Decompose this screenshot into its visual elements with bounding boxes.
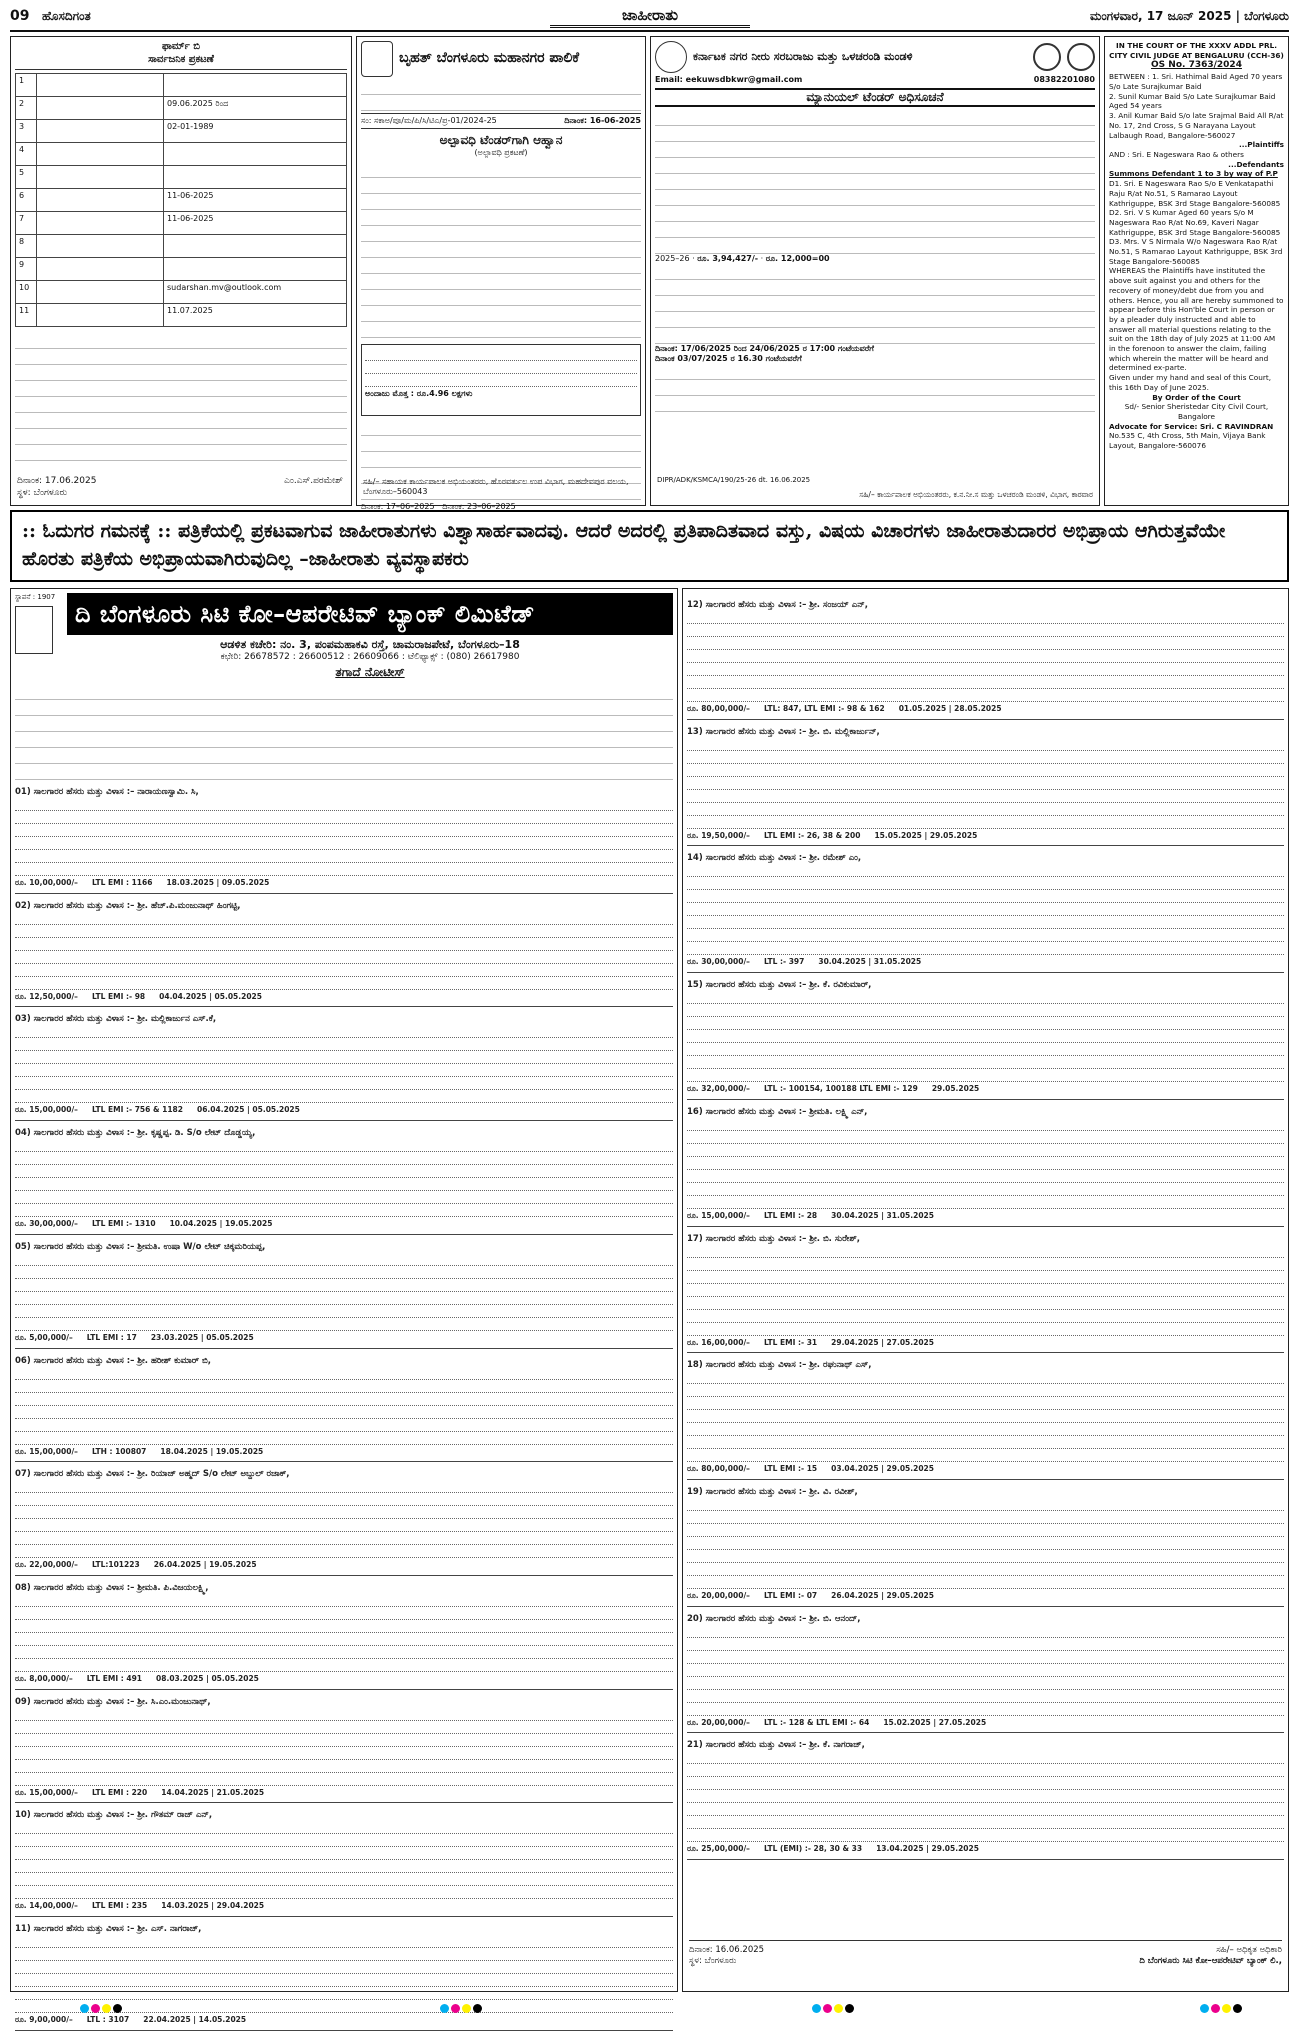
loan-entry: [15, 1803, 673, 1917]
loan-account: LTL EMI : 235: [91, 1901, 148, 1911]
ad2-subheading: (ಅಲ್ಪಾವಧಿ ಪ್ರಕಟಣೆ): [474, 148, 528, 157]
loan-amount: ರೂ. 15,00,000/–: [15, 1446, 78, 1456]
ad1-table: 1 2 09.06.2025 ರಿಂದ 3 02-01-1989 4 5 6 11-06-2025 7 11-06-2025 8 9 10 sudarshan.mv@outlook.com 11 11.07.2025: [15, 73, 347, 327]
registration-marks-right: [1200, 2004, 1242, 2013]
ad2-deadline-2: ದಿನಾಂಕ: 23–06–2025: [442, 502, 516, 511]
loan-account: LTL EMI :- 1310: [91, 1219, 156, 1229]
ad1-subtitle: ಸಾರ್ವಜನಿಕ ಪ್ರಕಟಣೆ: [148, 53, 214, 65]
ad2-title: ಬೃಹತ್ ಬೆಂಗಳೂರು ಮಹಾನಗರ ಪಾಲಿಕೆ: [399, 50, 580, 67]
magenta-dot-icon: [451, 2004, 460, 2013]
loan-entry: [15, 1349, 673, 1463]
registration-marks-center-right: [812, 2004, 854, 2013]
loan-amount: ರೂ. 14,00,000/–: [15, 1901, 78, 1911]
nabcb-logo-icon: [1033, 43, 1061, 71]
notice-dates: 13.04.2025 | 29.05.2025: [876, 1844, 979, 1854]
ad2-deadline-1: ದಿನಾಂಕ: 17–06–2025: [361, 502, 435, 511]
loan-amount: ರೂ. 10,00,000/–: [15, 878, 78, 888]
loan-amount: ರೂ. 15,00,000/–: [15, 1787, 78, 1797]
loan-entry-heading: 09) ಸಾಲಗಾರರ ಹೆಸರು ಮತ್ತು ವಿಳಾಸ :– ಶ್ರೀ. ಸಿ.ಎಂ.ಮಂಜುನಾಥ್,: [15, 1696, 211, 1707]
loan-entry: [687, 1607, 1284, 1734]
ad3-email: Email: eekuwsdbkwr@gmail.com: [655, 75, 803, 84]
loan-entry: [687, 1100, 1284, 1227]
loan-entry: [15, 1007, 673, 1121]
loan-amount: ರೂ. 8,00,000/–: [15, 1673, 73, 1683]
ad1-date: ದಿನಾಂಕ: 17.06.2025: [17, 475, 97, 486]
loan-entry-heading: 02) ಸಾಲಗಾರರ ಹೆಸರು ಮತ್ತು ವಿಳಾಸ :– ಶ್ರೀ. ಹೆಚ್.ಪಿ.ಮಂಜುನಾಥ್ ಹಿಂಗಟ್ಟಿ,: [15, 900, 241, 911]
loan-entry: [687, 846, 1284, 973]
ad1-field-4: 11-06-2025: [164, 212, 347, 235]
loan-amount: ರೂ. 16,00,000/–: [687, 1337, 750, 1347]
ad1-title: ಫಾರ್ಮ್ ಬಿ: [161, 41, 201, 52]
loan-account: LTL :- 100154, 100188 LTL EMI :- 129: [763, 1084, 918, 1094]
loan-entry-heading: 18) ಸಾಲಗಾರರ ಹೆಸರು ಮತ್ತು ವಿಳಾಸ :– ಶ್ರೀ. ರಘುನಾಥ್ ಎಸ್,: [687, 1360, 872, 1371]
ad1-signatory: ಎಂ.ಎಸ್.ಪರಮೇಶ್: [284, 475, 343, 486]
loan-amount: ರೂ. 15,00,000/–: [15, 1105, 78, 1115]
loan-amount: ರೂ. 30,00,000/–: [687, 957, 750, 967]
loan-entry-heading: 01) ಸಾಲಗಾರರ ಹೆಸರು ಮತ್ತು ವಿಳಾಸ :– ನಾರಾಯಣಸ್ವಾಮಿ. ಸಿ,: [15, 787, 199, 797]
cyan-dot-icon: [1200, 2004, 1209, 2013]
notice-dates: 18.04.2025 | 19.05.2025: [160, 1446, 264, 1456]
notice-dates: 08.03.2025 | 05.05.2025: [156, 1673, 259, 1683]
loan-account: LTH : 100807: [91, 1446, 147, 1456]
bank-heading: ತಗಾದೆ ನೋಟೀಸ್: [335, 665, 405, 679]
notice-dates: 10.04.2025 | 19.05.2025: [169, 1219, 273, 1229]
notice-dates: 30.04.2025 | 31.05.2025: [831, 1210, 934, 1220]
notice-dates: 23.03.2025 | 05.05.2025: [150, 1332, 254, 1342]
ad4-p2: 2. Sunil Kumar Baid S/o Late Surajkumar Baid Aged 54 years: [1109, 91, 1276, 111]
bank-signatory-org: ದಿ ಬೆಂಗಳೂರು ಸಿಟಿ ಕೋ–ಆಪರೇಟಿವ್ ಬ್ಯಾಂಕ್ ಲಿ.,: [1139, 1955, 1282, 1966]
bank-title: ದಿ ಬೆಂಗಳೂರು ಸಿಟಿ ಕೋ–ಆಪರೇಟಿವ್ ಬ್ಯಾಂಕ್ ಲಿಮಿಟೆಡ್: [67, 593, 673, 635]
loan-amount: ರೂ. 30,00,000/–: [15, 1219, 78, 1229]
ad-bank-demand-notice: [10, 588, 678, 2025]
ad4-d1: D1. Sri. E Nageswara Rao S/o E Venkatapathi Raju R/at No.51, S Ramarao Layout Kathriguppe, BSK 3rd Stage Bangalore-560085: [1109, 179, 1281, 208]
notice-dates: 15.05.2025 | 29.05.2025: [874, 830, 978, 840]
loan-account: LTL EMI :- 07: [763, 1590, 818, 1600]
loan-amount: ರೂ. 25,00,000/–: [687, 1844, 750, 1854]
loan-account: LTL EMI : 1166: [91, 878, 153, 888]
loan-entry: [15, 1462, 673, 1576]
ad-court-summons: [1104, 36, 1289, 506]
notice-dates: 14.04.2025 | 21.05.2025: [161, 1787, 265, 1797]
loan-entry: [15, 894, 673, 1008]
loan-account: LTL EMI :- 28: [763, 1210, 818, 1220]
ad4-body: WHEREAS the Plaintiffs have instituted the above suit against you and others for the recovery of money/debt due from you and others. Hence, you all are hereby summoned to appear before this Hon'ble Court in person or by a pleader duly instructed and able to answer all material questions relating to the suit on the 18th day of July 2025 at 11:00 AM in the forenoon to answer the claim, failing which wherein the matter will be heard and determined ex-parte.: [1109, 266, 1284, 373]
ad3-phone: 08382201080: [1033, 75, 1095, 84]
loan-entry-heading: 06) ಸಾಲಗಾರರ ಹೆಸರು ಮತ್ತು ವಿಳಾಸ :– ಶ್ರೀ. ಹರೀಶ್ ಕುಮಾರ್ ಬಿ,: [15, 1355, 211, 1366]
bbmp-emblem-icon: [361, 41, 393, 77]
bank-date: ದಿನಾಂಕ: 16.06.2025: [689, 1945, 765, 1955]
readers-notice-banner: :: ಓದುಗರ ಗಮನಕ್ಕೆ :: ಪತ್ರಿಕೆಯಲ್ಲಿ ಪ್ರಕಟವಾಗುವ ಜಾಹೀರಾತುಗಳು ವಿಶ್ವಾಸಾರ್ಹವಾದವು. ಆದರೆ ಅದರಲ್ಲಿ ಪ್ರತಿಪಾದಿತವಾದ ವಸ್ತು, ವಿಷಯ ವಿಚಾರಗಳು ಜಾಹೀರಾತುದಾರರ ಅಭಿಪ್ರಾಯ ಆಗಿರುತ್ತವೆಯೇ ಹೊರತು ಪತ್ರಿಕೆಯ ಅಭಿಪ್ರಾಯವಾಗಿರುವುದಿಲ್ಲ –ಜಾಹೀರಾತು ವ್ಯವಸ್ಥಾಪಕರು: [10, 510, 1289, 582]
notice-dates: 29.04.2025 | 27.05.2025: [831, 1337, 934, 1347]
bank-logo-icon: [15, 606, 53, 654]
magenta-dot-icon: [823, 2004, 832, 2013]
page-header: [10, 6, 1289, 32]
loan-entry: [687, 1227, 1284, 1354]
ad2-heading: ಅಲ್ಪಾವಧಿ ಟೆಂಡರ್‌ಗಾಗಿ ಆಹ್ವಾನ: [439, 133, 563, 147]
notice-dates: 01.05.2025 | 28.05.2025: [898, 704, 1002, 714]
bank-right-items: [687, 593, 1284, 1860]
ad4-d2: D2. Sri. V S Kumar Aged 60 years S/o M Nageswara Rao R/at No.69, Kaveri Nagar Kathriguppe, BSK 3rd Stage Bangalore-560085: [1109, 208, 1281, 237]
loan-entry: [687, 1353, 1284, 1480]
cyan-dot-icon: [812, 2004, 821, 2013]
ad4-advocate: Advocate for Service: Sri. C RAVINDRAN: [1109, 421, 1274, 431]
ad4-court: IN THE COURT OF THE XXXV ADDL PRL. CITY CIVIL JUDGE AT BENGALURU (CCH-36): [1109, 41, 1284, 60]
dateline: ಮಂಗಳವಾರ, 17 ಜೂನ್ 2025 | ಬೆಂಗಳೂರು: [1089, 9, 1289, 23]
notice-dates: 03.04.2025 | 29.05.2025: [831, 1464, 934, 1474]
notice-dates: 29.05.2025: [931, 1084, 980, 1094]
loan-account: LTL EMI : 220: [91, 1787, 148, 1797]
yellow-dot-icon: [102, 2004, 111, 2013]
loan-entry-heading: 17) ಸಾಲಗಾರರ ಹೆಸರು ಮತ್ತು ವಿಳಾಸ :– ಶ್ರೀ. ಬಿ. ಸುರೇಶ್,: [687, 1233, 861, 1244]
ad4-summons: Summons Defendant 1 to 3 by way of P.P: [1109, 169, 1278, 179]
notice-dates: 15.02.2025 | 27.05.2025: [883, 1717, 987, 1727]
ad4-and: AND : Sri. E Nageswara Rao & others: [1109, 150, 1244, 159]
loan-account: LTL : 3107: [86, 2015, 130, 2025]
black-dot-icon: [113, 2004, 122, 2013]
loan-entry-heading: 13) ಸಾಲಗಾರರ ಹೆಸರು ಮತ್ತು ವಿಳಾಸ :– ಶ್ರೀ. ಬಿ. ಮಲ್ಲಿಕಾರ್ಜುನ್,: [687, 726, 880, 737]
ad3-fee: ರೂ. 12,000=00: [765, 254, 830, 263]
bank-signatory: ಸಹಿ/– ಅಧಿಕೃತ ಅಧಿಕಾರಿ: [1216, 1945, 1282, 1955]
iso-logo-icon: [1067, 43, 1095, 71]
ad4-case-no: OS No. 7363/2024: [1151, 60, 1242, 71]
loan-entry-heading: 08) ಸಾಲಗಾರರ ಹೆಸರು ಮತ್ತು ವಿಳಾಸ :– ಶ್ರೀಮತಿ. ಪಿ.ವಿಜಯಲಕ್ಷ್ಮಿ,: [15, 1582, 209, 1593]
loan-entry-heading: 20) ಸಾಲಗಾರರ ಹೆಸರು ಮತ್ತು ವಿಳಾಸ :– ಶ್ರೀ. ಬಿ. ಆನಂದ್,: [687, 1613, 861, 1624]
loan-entry: [687, 720, 1284, 847]
ad3-emd: ರೂ. 3,94,427/-: [697, 254, 759, 263]
loan-account: LTL EMI :- 756 & 1182: [91, 1105, 183, 1115]
loan-entry-heading: 03) ಸಾಲಗಾರರ ಹೆಸರು ಮತ್ತು ವಿಳಾಸ :– ಶ್ರೀ. ಮಲ್ಲಿಕಾರ್ಜುನ ಎಸ್.ಕೆ,: [15, 1014, 217, 1025]
loan-amount: ರೂ. 20,00,000/–: [687, 1717, 750, 1727]
ad2-work-table: [361, 344, 641, 416]
loan-entry: [15, 1235, 673, 1349]
loan-account: LTL EMI :- 15: [763, 1464, 818, 1474]
ad-bank-demand-notice-continued: [682, 588, 1289, 1992]
loan-entry-heading: 11) ಸಾಲಗಾರರ ಹೆಸರು ಮತ್ತು ವಿಳಾಸ :– ಶ್ರೀ. ಎಸ್. ನಾಗರಾಜ್,: [15, 1924, 202, 1935]
loan-entry: [687, 973, 1284, 1100]
ad3-year: 2025–26: [655, 254, 690, 263]
black-dot-icon: [845, 2004, 854, 2013]
loan-account: LTL:101223: [91, 1560, 140, 1570]
yellow-dot-icon: [462, 2004, 471, 2013]
yellow-dot-icon: [834, 2004, 843, 2013]
notice-dates: 26.04.2025 | 29.05.2025: [831, 1590, 934, 1600]
loan-entry-heading: 14) ಸಾಲಗಾರರ ಹೆಸರು ಮತ್ತು ವಿಳಾಸ :– ಶ್ರೀ. ರಮೇಶ್ ಎಂ,: [687, 853, 862, 864]
bank-left-items: [15, 780, 673, 2031]
loan-account: LTL: 847, LTL EMI :- 98 & 162: [763, 704, 885, 714]
loan-amount: ರೂ. 32,00,000/–: [687, 1084, 750, 1094]
ad2-ref: ಸಂ: ಸಕಾಅ/ಪೂ/ಮ/ಪಿ/ಸಿ/ಟಿಎ/ಪ್ರ-01/2024-25: [361, 116, 497, 125]
section-label: ಜಾಹೀರಾತು: [550, 6, 750, 28]
loan-amount: ರೂ. 19,50,000/–: [687, 830, 750, 840]
loan-entry: [687, 1480, 1284, 1607]
loan-entry-heading: 05) ಸಾಲಗಾರರ ಹೆಸರು ಮತ್ತು ವಿಳಾಸ :– ಶ್ರೀಮತಿ. ಉಷಾ W/o ಲೇಟ್ ಚಿಕ್ಕಮರಿಯಪ್ಪ,: [15, 1241, 266, 1252]
ad4-d3: D3. Mrs. V S Nirmala W/o Nageswara Rao R/at No.51, S Ramarao Layout Kathriguppe, BSK 3rd Stage Bangalore-560085: [1109, 237, 1283, 266]
loan-entry: [15, 780, 673, 894]
ad1-place: ಸ್ಥಳ: ಬೆಂಗಳೂರು: [17, 487, 68, 498]
loan-entry: [15, 1576, 673, 1690]
loan-amount: ರೂ. 80,00,000/–: [687, 704, 750, 714]
loan-account: LTL (EMI) :- 28, 30 & 33: [763, 1844, 863, 1854]
notice-dates: 04.04.2025 | 05.05.2025: [159, 991, 262, 1001]
bank-established: ಸ್ಥಾಪನೆ : 1907: [15, 593, 56, 601]
loan-entry-heading: 16) ಸಾಲಗಾರರ ಹೆಸರು ಮತ್ತು ವಿಳಾಸ :– ಶ್ರೀಮತಿ. ಲಕ್ಷ್ಮಿ ಎನ್,: [687, 1106, 868, 1117]
ad4-between: BETWEEN : 1. Sri. Hathimal Baid Aged 70 years S/o Late Surajkumar Baid: [1109, 72, 1283, 92]
ad4-address: No.535 C, 4th Cross, 5th Main, Vijaya Bank Layout, Bangalore-560076: [1109, 431, 1266, 451]
loan-entry-heading: 15) ಸಾಲಗಾರರ ಹೆಸರು ಮತ್ತು ವಿಳಾಸ :– ಶ್ರೀ. ಕೆ. ರವಿಕುಮಾರ್,: [687, 980, 872, 991]
ad3-heading: ಮ್ಯಾನುಯಲ್ ಟೆಂಡರ್ ಅಧಿಸೂಚನೆ: [655, 88, 1095, 107]
loan-entry-heading: 21) ಸಾಲಗಾರರ ಹೆಸರು ಮತ್ತು ವಿಳಾಸ :– ಶ್ರೀ. ಕೆ. ನಾಗರಾಜ್,: [687, 1740, 865, 1751]
loan-entry: [15, 1121, 673, 1235]
ad1-field-3: 11-06-2025: [164, 189, 347, 212]
loan-account: LTL EMI :- 31: [763, 1337, 818, 1347]
kuwsdb-logo-icon: [655, 41, 687, 73]
loan-account: LTL EMI : 17: [86, 1332, 137, 1342]
notice-dates: 18.03.2025 | 09.05.2025: [166, 878, 270, 888]
ad1-field-1: 09.06.2025 ರಿಂದ: [164, 97, 347, 120]
ad3-code: DIPR/ADK/KSMCA/190/25-26 dt. 16.06.2025: [657, 476, 811, 485]
loan-account: LTL EMI : 491: [86, 1673, 143, 1683]
registration-marks-left: [80, 2004, 122, 2013]
ad3-signatory: ಸಹಿ/– ಕಾರ್ಯಪಾಲಕ ಅಭಿಯಂತರರು, ಕ.ನ.ನೀ.ಸ ಮತ್ತು ಒಳಚರಂಡಿ ಮಂಡಳಿ, ವಿಭಾಗ, ಕಾರವಾರ: [859, 489, 1093, 499]
loan-account: LTL :- 128 & LTL EMI :- 64: [763, 1717, 870, 1727]
ad3-opening: ದಿನಾಂಕ 03/07/2025 ರ 16.30 ಗಂಟೆಯವರೆಗೆ: [655, 354, 802, 363]
notice-dates: 14.03.2025 | 29.04.2025: [161, 1901, 265, 1911]
ad4-p3: 3. Anil Kumar Baid S/o late Srajmal Baid All R/at No. 17, 2nd Cross, S G Narayana Layout Lalbaugh Road, Bangalore-560027: [1109, 111, 1284, 140]
magenta-dot-icon: [91, 2004, 100, 2013]
cyan-dot-icon: [80, 2004, 89, 2013]
loan-entry: [15, 1690, 673, 1804]
loan-entry-heading: 19) ಸಾಲಗಾರರ ಹೆಸರು ಮತ್ತು ವಿಳಾಸ :– ಶ್ರೀ. ವಿ. ರವೀಶ್,: [687, 1486, 858, 1497]
ad2-signatory: ಸಹಿ/– ಸಹಾಯಕ ಕಾರ್ಯಪಾಲಕ ಅಭಿಯಂತರರು, ಹೊರವರ್ತುಲ ಉಪ ವಿಭಾಗ, ಮಹದೇವಪುರ ವಲಯ, ಬೆಂಗಳೂರು–560043: [363, 477, 629, 496]
ad-kuwsdb-tender: ಕರ್ನಾಟಕ ನಗರ ನೀರು ಸರಬರಾಜು ಮತ್ತು ಒಳಚರಂಡಿ ಮಂಡಳಿ Email: eekuwsdbkwr@gmail.com 08382201080 ಮ್ಯಾನುಯಲ್ ಟೆಂಡರ್ ಅಧಿಸೂಚನೆ 2025–26 · ರೂ. 3,94,427/- · ರೂ. 12,000=00 ದಿನಾಂಕ: 17/06/2025 ರಿಂದ 24/06/2025 ರ 17:00 ಗಂಟೆಯವರೆಗೆ ದಿನಾಂಕ 03/07/2025 ರ 16.30 ಗಂಟೆಯವರೆಗೆ DIPR/ADK/KSMCA/190/25-26 dt. 16.06.2025 ಸಹಿ/– ಕಾರ್ಯಪಾಲಕ ಅಭಿಯಂತರರು, ಕ.ನ.ನೀ.ಸ ಮತ್ತು ಒಳಚರಂಡಿ ಮಂಡಳಿ, ವಿಭಾಗ, ಕಾರವಾರ: [650, 36, 1100, 506]
bank-place: ಸ್ಥಳ: ಬೆಂಗಳೂರು: [689, 1955, 737, 1966]
loan-entry-heading: 12) ಸಾಲಗಾರರ ಹೆಸರು ಮತ್ತು ವಿಳಾಸ :– ಶ್ರೀ. ಸಂಜಯ್ ಎನ್,: [687, 600, 868, 610]
ad1-field-5: 11.07.2025: [164, 304, 347, 327]
loan-amount: ರೂ. 9,00,000/–: [15, 2015, 73, 2025]
loan-amount: ರೂ. 20,00,000/–: [687, 1590, 750, 1600]
loan-entry-heading: 04) ಸಾಲಗಾರರ ಹೆಸರು ಮತ್ತು ವಿಳಾಸ :– ಶ್ರೀ. ಕೃಷ್ಣಪ್ಪ. ಡಿ. S/o ಲೇಟ್ ದೊಡ್ಡಯ್ಯ,: [15, 1128, 256, 1139]
ad3-title: ಕರ್ನಾಟಕ ನಗರ ನೀರು ಸರಬರಾಜು ಮತ್ತು ಒಳಚರಂಡಿ ಮಂಡಳಿ: [693, 50, 913, 64]
ad4-plaintiffs: ...Plaintiffs: [1238, 140, 1284, 150]
ad3-tender-dates: ದಿನಾಂಕ: 17/06/2025 ರಿಂದ 24/06/2025 ರ 17:00 ಗಂಟೆಯವರೆಗೆ: [655, 344, 874, 353]
loan-amount: ರೂ. 5,00,000/–: [15, 1332, 73, 1342]
loan-entry-heading: 10) ಸಾಲಗಾರರ ಹೆಸರು ಮತ್ತು ವಿಳಾಸ :– ಶ್ರೀ. ಗೌತಮ್ ರಾಜ್ ಎನ್,: [15, 1810, 213, 1821]
black-dot-icon: [1233, 2004, 1242, 2013]
ad4-sheristedar: Sd/- Senior Sheristedar City Civil Court, Bangalore: [1124, 402, 1269, 421]
registration-marks-center-left: [440, 2004, 482, 2013]
loan-account: LTL :- 397: [763, 957, 805, 967]
yellow-dot-icon: [1222, 2004, 1231, 2013]
paper-name: ಹೊಸದಿಗಂತ: [42, 9, 91, 23]
ad-form-b: [10, 36, 352, 506]
ad1-email: sudarshan.mv@outlook.com: [164, 281, 347, 304]
loan-account: LTL EMI :- 98: [91, 991, 146, 1001]
loan-amount: ರೂ. 12,50,000/–: [15, 991, 78, 1001]
ad1-field-2: 02-01-1989: [164, 120, 347, 143]
ad4-given: Given under my hand and seal of this Court, this 16th Day of June 2025.: [1109, 373, 1272, 392]
ad4-defendants: ...Defendants: [1228, 159, 1284, 169]
notice-dates: 22.04.2025 | 14.05.2025: [143, 2015, 247, 2025]
bank-address: ಆಡಳಿತ ಕಚೇರಿ: ನಂ. 3, ಪಂಪಮಹಾಕವಿ ರಸ್ತೆ, ಚಾಮರಾಜಪೇಟೆ, ಬೆಂಗಳೂರು–18: [220, 638, 520, 651]
notice-dates: 26.04.2025 | 19.05.2025: [153, 1560, 257, 1570]
loan-entry: [687, 593, 1284, 720]
cyan-dot-icon: [440, 2004, 449, 2013]
loan-entry: [15, 1917, 673, 2031]
loan-amount: ರೂ. 15,00,000/–: [687, 1210, 750, 1220]
ad2-estimate: ಅಂದಾಜು ಮೊತ್ತ : ರೂ.4.96 ಲಕ್ಷಗಳು: [365, 389, 473, 398]
notice-dates: 30.04.2025 | 31.05.2025: [818, 957, 922, 967]
black-dot-icon: [473, 2004, 482, 2013]
loan-entry: [687, 1733, 1284, 1860]
loan-account: LTL EMI :- 26, 38 & 200: [763, 830, 861, 840]
bank-phones: ಕಛೇರಿ: 26678572 : 26600512 : 26609066 : ಟೆಲಿಫ್ಯಾಕ್ಸ್ : (080) 26617980: [220, 651, 520, 662]
ad2-date: ದಿನಾಂಕ: 16-06-2025: [564, 116, 641, 125]
loan-amount: ರೂ. 80,00,000/–: [687, 1464, 750, 1474]
notice-dates: 06.04.2025 | 05.05.2025: [197, 1105, 300, 1115]
page-number: 09: [10, 8, 30, 24]
loan-amount: ರೂ. 22,00,000/–: [15, 1560, 78, 1570]
loan-entry-heading: 07) ಸಾಲಗಾರರ ಹೆಸರು ಮತ್ತು ವಿಳಾಸ :– ಶ್ರೀ. ರಿಯಾಜ್ ಅಹ್ಮದ್ S/o ಲೇಟ್ ಅಬ್ದುಲ್ ರಜಾಕ್,: [15, 1469, 290, 1480]
ad4-order: By Order of the Court: [1152, 392, 1241, 402]
ad-bbmp-tender: [356, 36, 646, 511]
magenta-dot-icon: [1211, 2004, 1220, 2013]
